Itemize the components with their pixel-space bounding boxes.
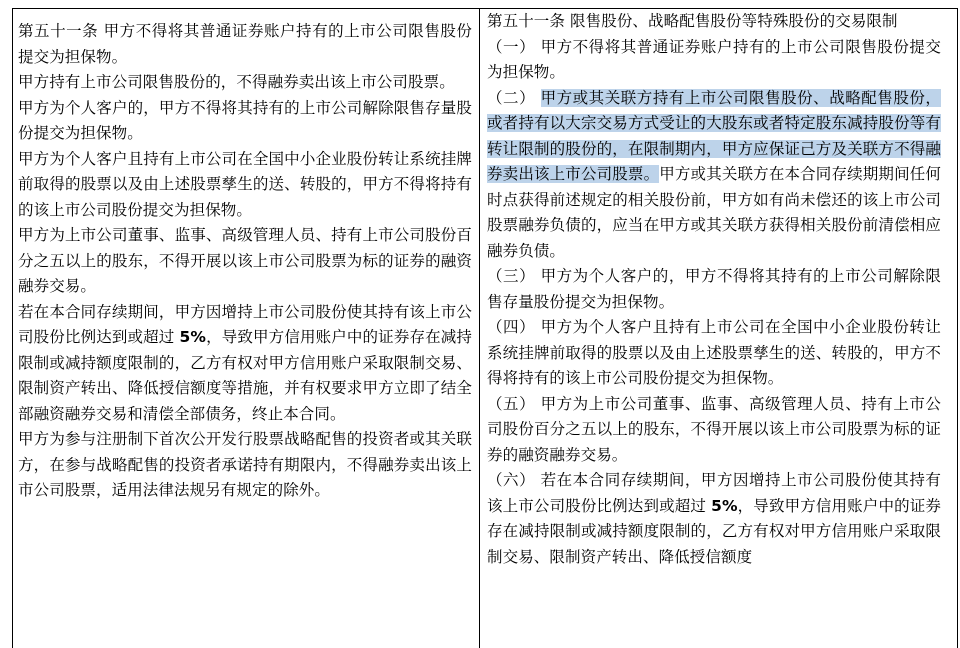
right-clause-title: 第五十一条 限售股份、战略配售股份等特殊股份的交易限制 <box>487 12 898 30</box>
left-paragraph: 甲方为参与注册制下首次公开发行股票战略配售的投资者或其关联方，在参与战略配售的投资者承诺持有期限内，不得融券卖出该上市公司股票，适用法律法规另有规定的除外。 <box>18 430 472 499</box>
left-paragraph: 甲方为个人客户的，甲方不得将其持有的上市公司解除限售存量股份提交为担保物。 <box>18 98 472 142</box>
right-item-4: （四） 甲方为个人客户且持有上市公司在全国中小企业股份转让系统挂牌前取得的股票以及由上述股票孳生的送、转股的，甲方不得将持有的该上市公司股份提交为担保物。 <box>487 318 941 387</box>
left-clause-title: 第五十一条 甲方不得将其普通证券账户持有的上市公司限售股份提交为担保物。 <box>18 22 472 66</box>
left-text-segment: ，导致甲方信用账户中的证券存在减持限制或减持额度限制的，乙方有权对甲方信用账户采取限制交易、限制资产转出、降低授信额度等措施，并有权要求甲方立即了结全部融资融券交易和清偿全部债务，终止本合同。 <box>18 328 473 423</box>
table-right-border <box>957 8 958 648</box>
right-item-3: （三） 甲方为个人客户的，甲方不得将其持有的上市公司解除限售存量股份提交为担保物。 <box>487 267 941 311</box>
table-column-divider <box>479 8 480 648</box>
right-column <box>487 9 941 570</box>
left-text-segment: 若在本合同存续期间，甲方因增持上市公司股份使其持有该上市公司股份比例达到或超过 <box>18 302 472 346</box>
left-column <box>18 9 472 504</box>
table-left-border <box>12 8 13 648</box>
left-paragraph: 甲方为上市公司董事、监事、高级管理人员、持有上市公司股份百分之五以上的股东，不得开展以该上市公司股票为标的证券的融资融券交易。 <box>18 226 472 295</box>
right-item-5: （五） 甲方为上市公司董事、监事、高级管理人员、持有上市公司股份百分之五以上的股东，不得开展以该上市公司股票为标的证券的融资融券交易。 <box>487 394 941 464</box>
percentage-value: 5% <box>711 496 738 515</box>
right-text-segment: 甲方或其关联方在本合同存续期期间任何时点获得前述规定的相关股份前，甲方如有尚未偿还的该上市公司股票融券负债的，应当在甲方或其关联方获得相关股份前清偿相应融券负债。 <box>487 165 941 260</box>
left-paragraph <box>18 300 472 428</box>
left-paragraph: 甲方为个人客户且持有上市公司在全国中小企业股份转让系统挂牌前取得的股票以及由上述股票孳生的送、转股的，甲方不得将持有的该上市公司股份提交为担保物。 <box>18 149 472 219</box>
right-item-6 <box>487 468 941 570</box>
right-text-segment: ，导致甲方信用账户中的证券存在减持限制或减持额度限制的，乙方有权对甲方信用账户采取限制交易、限制资产转出、降低授信额度 <box>487 496 941 566</box>
right-item-1: （一） 甲方不得将其普通证券账户持有的上市公司限售股份提交为担保物。 <box>487 37 941 81</box>
right-item-2 <box>487 86 941 265</box>
percentage-value: 5% <box>179 328 207 346</box>
item-number: （二） <box>487 88 541 107</box>
right-text-segment: （六） 若在本合同存续期间，甲方因增持上市公司股份使其持有该上市公司股份比例达到或超过 <box>487 471 941 515</box>
left-paragraph: 甲方持有上市公司限售股份的，不得融券卖出该上市公司股票。 <box>18 73 455 91</box>
highlighted-text: 甲方或其关联方持有上市公司限售股份、战略配售股份，或者持有以大宗交易方式受让的大股东或者特定股东减持股份等有转让限制的股份的，在限制期内，甲方应保证己方及关联方不得融券卖出该上市公司股票。 <box>487 88 941 183</box>
